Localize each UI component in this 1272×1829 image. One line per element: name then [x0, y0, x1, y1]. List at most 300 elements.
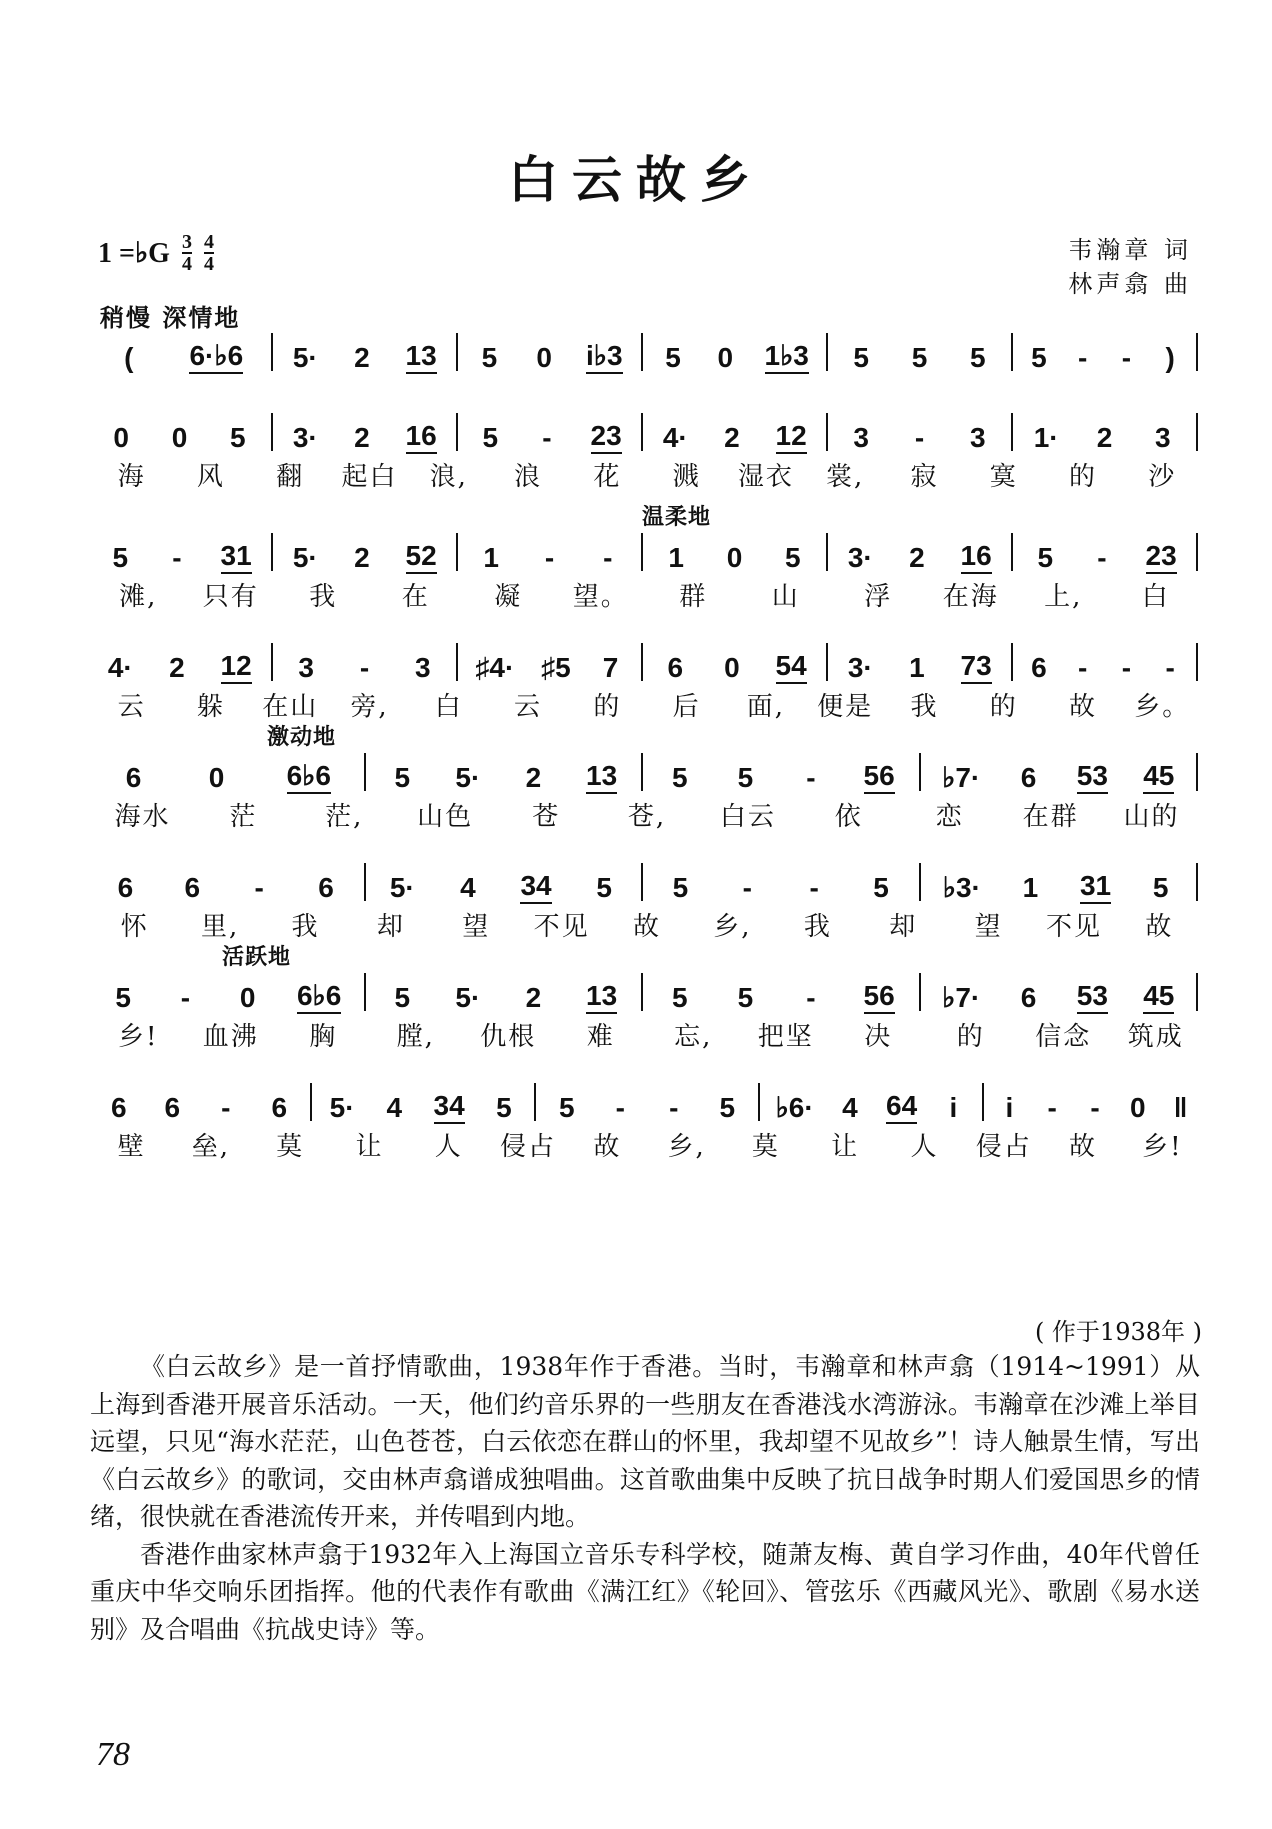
lyric-syllable: 茫 — [229, 801, 258, 832]
note: 13 — [406, 340, 437, 374]
note: 5 — [911, 342, 928, 373]
note: 34 — [434, 1090, 465, 1124]
measure — [92, 422, 267, 454]
measure — [462, 420, 637, 454]
lyric-syllable: 面, — [746, 691, 786, 722]
lyric-syllable: 滩, — [119, 581, 158, 612]
bar-line — [919, 863, 921, 901]
notes-row — [92, 860, 1202, 904]
lyric-syllable: 海 — [117, 461, 146, 492]
notation-system — [92, 505, 1202, 614]
bar-line — [641, 863, 643, 901]
measure — [832, 422, 1007, 454]
bar-line — [826, 533, 828, 571]
note: - — [809, 872, 819, 903]
lyric-syllable: 血沸 — [202, 1021, 259, 1052]
measure — [370, 870, 638, 904]
measure — [832, 540, 1007, 574]
expression-marking: 活跃地 — [222, 945, 292, 970]
lyric-syllable: 恋 — [935, 801, 964, 832]
note: 0 — [726, 542, 743, 573]
lyric-syllable: 起白 — [341, 461, 398, 492]
lyrics-row — [92, 574, 1202, 614]
lyric-syllable: 故 — [1069, 691, 1098, 722]
note: 5· — [455, 762, 481, 793]
note: ) — [1165, 342, 1175, 373]
measure — [832, 650, 1007, 684]
lyric-syllable: 在山 — [262, 691, 319, 722]
note: 3· — [292, 422, 318, 453]
key-signature — [98, 232, 214, 274]
measure — [462, 652, 637, 684]
note: 16 — [961, 540, 992, 574]
bar-line — [919, 973, 921, 1011]
lyrics-row — [92, 794, 1202, 834]
measure — [92, 540, 267, 574]
note: 6·♭6 — [189, 339, 243, 374]
note: 64 — [886, 1090, 917, 1124]
time-signature-2: $\frac{4}{4}$ — [203, 231, 214, 275]
note: ♯4· — [475, 652, 515, 683]
lyric-syllable: 山 — [771, 581, 800, 612]
notes-row — [92, 1080, 1202, 1124]
measure — [647, 980, 915, 1014]
note: 2 — [525, 982, 542, 1013]
note: 5 — [496, 1092, 512, 1123]
note: 4 — [460, 872, 476, 903]
lyric-syllable: 的 — [956, 1021, 985, 1052]
measure — [92, 872, 360, 904]
lyric-syllable: 只有 — [202, 581, 259, 612]
lyric-syllable: 却 — [376, 911, 405, 942]
lyric-syllable: 信念 — [1035, 1021, 1092, 1052]
note: 6 — [318, 872, 334, 903]
note: 56 — [864, 760, 895, 794]
lyric-syllable: 乡, — [667, 1131, 706, 1162]
lyric-syllable: 的 — [1069, 461, 1098, 492]
note: 2 — [525, 762, 542, 793]
note: 5 — [112, 542, 129, 573]
lyric-syllable: 溅 — [672, 461, 701, 492]
note: 3 — [298, 652, 314, 683]
measure — [92, 979, 360, 1014]
note: 23 — [1146, 540, 1177, 574]
bar-line — [271, 333, 273, 371]
tempo-marking: 稍慢 深情地 — [100, 304, 241, 332]
note: 5 — [665, 342, 681, 373]
note: 5 — [482, 422, 499, 453]
bar-line — [641, 973, 643, 1011]
lyrics-row — [92, 1124, 1202, 1164]
measure — [92, 339, 267, 374]
note: 5 — [1152, 872, 1169, 903]
bar-line — [826, 333, 828, 371]
note: 5· — [389, 872, 415, 903]
lyric-syllable: 人 — [910, 1131, 939, 1162]
note: 3 — [853, 422, 869, 453]
note: 5 — [394, 762, 411, 793]
lyric-syllable: 乡。 — [1134, 691, 1191, 722]
note: - — [806, 762, 816, 793]
note: 6♭6 — [287, 759, 331, 794]
note: - — [1121, 652, 1132, 683]
bar-line — [758, 1083, 760, 1121]
note: 6♭6 — [297, 979, 341, 1014]
lyric-syllable: 白 — [434, 691, 463, 722]
lyric-syllable: 我 — [910, 691, 939, 722]
bar-line — [456, 643, 458, 681]
lyric-syllable: 苍 — [532, 801, 561, 832]
lyric-syllable: 却 — [889, 911, 918, 942]
lyric-syllable: 故 — [593, 1131, 622, 1162]
bar-line — [456, 333, 458, 371]
measure — [540, 1092, 754, 1124]
lyric-syllable: 裳, — [826, 461, 865, 492]
note: 5 — [737, 762, 754, 793]
measure — [647, 872, 915, 904]
note: 5 — [970, 342, 986, 373]
bar-line — [310, 1083, 312, 1121]
note: 6 — [164, 1092, 181, 1123]
lyric-syllable: 故 — [633, 911, 662, 942]
note: 1♭3 — [765, 339, 809, 374]
note: 5· — [329, 1092, 355, 1123]
note: 5· — [292, 342, 318, 373]
note: 4 — [842, 1092, 858, 1123]
note: 5 — [853, 342, 869, 373]
note: 2 — [354, 342, 370, 373]
note: 1 — [668, 542, 684, 573]
note: - — [1090, 1092, 1100, 1123]
lyric-syllable: 仇根 — [480, 1021, 537, 1052]
note: - — [1121, 342, 1132, 373]
note: 5 — [785, 542, 801, 573]
note: 31 — [1080, 870, 1111, 904]
lyric-syllable: 乡! — [118, 1021, 159, 1052]
note: 6 — [1031, 652, 1047, 683]
lyric-syllable: 壁 — [117, 1131, 146, 1162]
note: ♯5 — [541, 652, 571, 683]
note: 0 — [1129, 1092, 1146, 1123]
measure — [647, 542, 822, 574]
lyric-syllable: 里, — [200, 911, 240, 942]
note: 3 — [415, 652, 431, 683]
measure — [832, 342, 1007, 374]
lyric-syllable: 的 — [593, 691, 622, 722]
lyric-syllable: 湿衣 — [737, 461, 794, 492]
note: 5 — [230, 422, 246, 453]
note: 2 — [354, 422, 370, 453]
measure — [370, 760, 638, 794]
note: - — [180, 982, 191, 1013]
lyric-syllable: 寂 — [910, 461, 939, 492]
measure — [647, 760, 915, 794]
note: 31 — [221, 540, 252, 574]
lyric-syllable: 寞 — [989, 461, 1018, 492]
measure — [277, 540, 452, 574]
lyric-syllable: 凝 — [494, 581, 523, 612]
lyric-syllable: 便是 — [817, 691, 874, 722]
page-number: 78 — [96, 1736, 130, 1773]
lyric-syllable: 花 — [593, 461, 622, 492]
prose-paragraph: 香港作曲家林声翕于1932年入上海国立音乐专科学校，随萧友梅、黄自学习作曲，40年代曾任重庆中华交响乐团指挥。他的代表作有歌曲《满江红》《轮回》、管弦乐《西藏风光》、歌剧《易水送别》及合唱曲《抗战史诗》等。 — [90, 1539, 1200, 1644]
notes-row — [92, 750, 1202, 794]
note: - — [544, 542, 555, 573]
note: 5 — [719, 1092, 736, 1123]
note: 1 — [1022, 872, 1039, 903]
note: ‖ — [1173, 1092, 1188, 1123]
lyric-syllable: 不见 — [533, 911, 590, 942]
note: 3 — [970, 422, 986, 453]
note: 13 — [586, 980, 617, 1014]
measure — [1017, 422, 1192, 454]
bar-line — [1011, 333, 1013, 371]
expression-marking: 温柔地 — [642, 505, 712, 530]
lyric-syllable: 望。 — [572, 581, 629, 612]
lyric-syllable: 我 — [803, 911, 832, 942]
note: 0 — [171, 422, 188, 453]
note: 6 — [667, 652, 684, 683]
measure — [92, 1092, 306, 1124]
notation-system — [92, 860, 1202, 944]
notes-row — [92, 530, 1202, 574]
note: - — [172, 542, 182, 573]
lyric-syllable: 在海 — [942, 581, 999, 612]
composer: 林声翕 曲 — [1068, 270, 1192, 298]
note: 5 — [394, 982, 411, 1013]
lyric-syllable: 在 — [401, 581, 430, 612]
note: - — [914, 422, 925, 453]
note: - — [1077, 652, 1088, 683]
measure — [647, 650, 822, 684]
lyric-syllable: 乡! — [1142, 1131, 1183, 1162]
lyric-syllable: 莫 — [751, 1131, 780, 1162]
measure — [925, 980, 1193, 1014]
note: 6 — [1020, 762, 1037, 793]
note: 0 — [239, 982, 256, 1013]
measure — [277, 652, 452, 684]
note: 7 — [602, 652, 619, 683]
bar-line — [1011, 643, 1013, 681]
bar-line — [456, 413, 458, 451]
notation-system — [92, 725, 1202, 834]
lyric-syllable: 让 — [831, 1131, 860, 1162]
note: 6 — [271, 1092, 288, 1123]
lyric-syllable: 山的 — [1123, 801, 1180, 832]
lyric-syllable: 决 — [864, 1021, 893, 1052]
lyric-syllable: 茫, — [325, 801, 364, 832]
lyric-syllable: 怀 — [120, 911, 149, 942]
bar-line — [1196, 333, 1198, 371]
lyric-syllable: 胸 — [309, 1021, 338, 1052]
bar-line — [1011, 413, 1013, 451]
lyric-syllable: 不见 — [1045, 911, 1102, 942]
lyric-syllable: 沙 — [1148, 461, 1177, 492]
notes-row — [92, 640, 1202, 684]
lyric-syllable: 乡, — [713, 911, 752, 942]
bar-line — [641, 753, 643, 791]
bar-line — [1196, 863, 1198, 901]
lyric-syllable: 把坚 — [757, 1021, 814, 1052]
lyrics-row — [92, 1014, 1202, 1054]
note: 4 — [386, 1092, 403, 1123]
note: 5 — [671, 982, 688, 1013]
note: 0 — [717, 342, 734, 373]
bar-line — [1196, 413, 1198, 451]
note: 5 — [481, 342, 498, 373]
lyric-syllable: 浪 — [514, 461, 543, 492]
note: - — [542, 422, 552, 453]
measure — [925, 760, 1193, 794]
lyric-syllable: 上, — [1044, 581, 1083, 612]
note: - — [254, 872, 264, 903]
note: 16 — [406, 420, 437, 454]
note: 1 — [909, 652, 925, 683]
note: 54 — [776, 650, 807, 684]
note: 45 — [1143, 760, 1174, 794]
measure — [1017, 342, 1192, 374]
lyric-syllable: 翻 — [276, 461, 305, 492]
note: - — [669, 1092, 679, 1123]
note: i♭3 — [586, 339, 623, 374]
expression-marking: 激动地 — [267, 725, 337, 750]
lyric-syllable: 侵占 — [975, 1131, 1032, 1162]
lyrics-row — [92, 684, 1202, 724]
note: 73 — [961, 650, 992, 684]
note: - — [221, 1092, 231, 1123]
lyric-syllable: 膛, — [396, 1021, 435, 1052]
lyric-syllable: 我 — [309, 581, 338, 612]
bar-line — [1196, 753, 1198, 791]
bar-line — [456, 533, 458, 571]
bar-line — [1011, 533, 1013, 571]
note: - — [742, 872, 752, 903]
lyric-syllable: 望 — [974, 911, 1003, 942]
bar-line — [364, 753, 366, 791]
lyric-syllable: 群 — [679, 581, 708, 612]
lyric-syllable: 人 — [434, 1131, 463, 1162]
note: 0 — [208, 762, 225, 793]
bar-line — [919, 753, 921, 791]
lyric-syllable: 白云 — [719, 801, 776, 832]
notes-row — [92, 330, 1202, 374]
notes-row — [92, 970, 1202, 1014]
lyric-syllable: 让 — [355, 1131, 384, 1162]
notation-system — [92, 1080, 1202, 1164]
note: 53 — [1077, 760, 1108, 794]
lyricist: 韦瀚章 词 — [1068, 236, 1192, 264]
note: 0 — [113, 422, 129, 453]
note: - — [1047, 1092, 1057, 1123]
bar-line — [641, 643, 643, 681]
measure — [764, 1090, 978, 1124]
bar-line — [271, 533, 273, 571]
lyric-syllable: 云 — [117, 691, 146, 722]
note: 0 — [724, 652, 740, 683]
lyric-syllable: 忘, — [674, 1021, 713, 1052]
lyrics-row — [92, 904, 1202, 944]
note: 12 — [776, 420, 807, 454]
note: 2 — [169, 652, 185, 683]
notes-row — [92, 410, 1202, 454]
note: 5 — [558, 1092, 575, 1123]
notation-system — [92, 640, 1202, 724]
note: 23 — [591, 420, 622, 454]
measure — [92, 759, 360, 794]
note: 2 — [724, 422, 740, 453]
lyric-syllable: 莫 — [276, 1131, 305, 1162]
note: ♭6· — [775, 1092, 814, 1123]
bar-line — [641, 413, 643, 451]
notation-system — [92, 945, 1202, 1054]
note: ♭3· — [942, 872, 981, 903]
note: 0 — [536, 342, 552, 373]
prose-paragraph: 《白云故乡》是一首抒情歌曲，1938年作于香港。当时，韦瀚章和林声翕（1914~1991）从上海到香港开展音乐活动。一天，他们约音乐界的一些朋友在香港浅水湾游泳。韦瀚章在沙滩上举目远望，只见“海水茫茫，山色苍苍，白云依恋在群山的怀里，我却望不见故乡”！诗人触景生情，写出《白云故乡》的歌词，交由林声翕谱成独唱曲。这首歌曲集中反映了抗日战争时期人们爱国思乡的情绪，很快就在香港流传开来，并传唱到内地。 — [90, 1352, 1200, 1531]
bar-line — [641, 533, 643, 571]
note: 34 — [520, 870, 551, 904]
measure — [92, 650, 267, 684]
measure — [462, 542, 637, 574]
bar-line — [1196, 973, 1198, 1011]
note: - — [1165, 652, 1175, 683]
lyric-syllable: 躲 — [196, 691, 225, 722]
song-title: 白云故乡 — [508, 150, 764, 209]
lyric-syllable: 故 — [1145, 911, 1174, 942]
bar-line — [271, 643, 273, 681]
lyric-syllable: 筑成 — [1127, 1021, 1184, 1052]
measure — [988, 1092, 1202, 1124]
composition-date: ( 作于1938年 ) — [1034, 1318, 1202, 1346]
note: 5 — [671, 762, 688, 793]
bar-line — [364, 973, 366, 1011]
bar-line — [1196, 643, 1198, 681]
lyric-syllable: 浪, — [429, 461, 468, 492]
bar-line — [826, 413, 828, 451]
measure — [647, 339, 822, 374]
note: - — [615, 1092, 625, 1123]
note: 2 — [1096, 422, 1113, 453]
note: ♭7· — [942, 982, 981, 1013]
note: ♭7· — [942, 762, 981, 793]
prose-body — [90, 1348, 1200, 1648]
note: 53 — [1077, 980, 1108, 1014]
note: 6 — [125, 762, 142, 793]
lyric-syllable: 依 — [834, 801, 863, 832]
note: 2 — [909, 542, 925, 573]
note: 5 — [1037, 542, 1054, 573]
note: 5 — [737, 982, 754, 1013]
note: 3· — [847, 542, 873, 573]
note: 45 — [1143, 980, 1174, 1014]
note: 3 — [1155, 422, 1171, 453]
note: i — [1005, 1092, 1014, 1123]
bar-line — [364, 863, 366, 901]
measure — [1017, 652, 1192, 684]
lyric-syllable: 风 — [196, 461, 225, 492]
note: i — [949, 1092, 958, 1123]
note: 2 — [354, 542, 370, 573]
note: - — [806, 982, 816, 1013]
measure — [370, 980, 638, 1014]
lyric-syllable: 旁, — [350, 691, 389, 722]
note: 4· — [662, 422, 688, 453]
note: 4· — [107, 652, 133, 683]
note: 5 — [1031, 342, 1047, 373]
lyric-syllable: 我 — [291, 911, 320, 942]
lyric-syllable: 在群 — [1022, 801, 1079, 832]
credits — [1068, 233, 1192, 301]
note: 1 — [483, 542, 499, 573]
